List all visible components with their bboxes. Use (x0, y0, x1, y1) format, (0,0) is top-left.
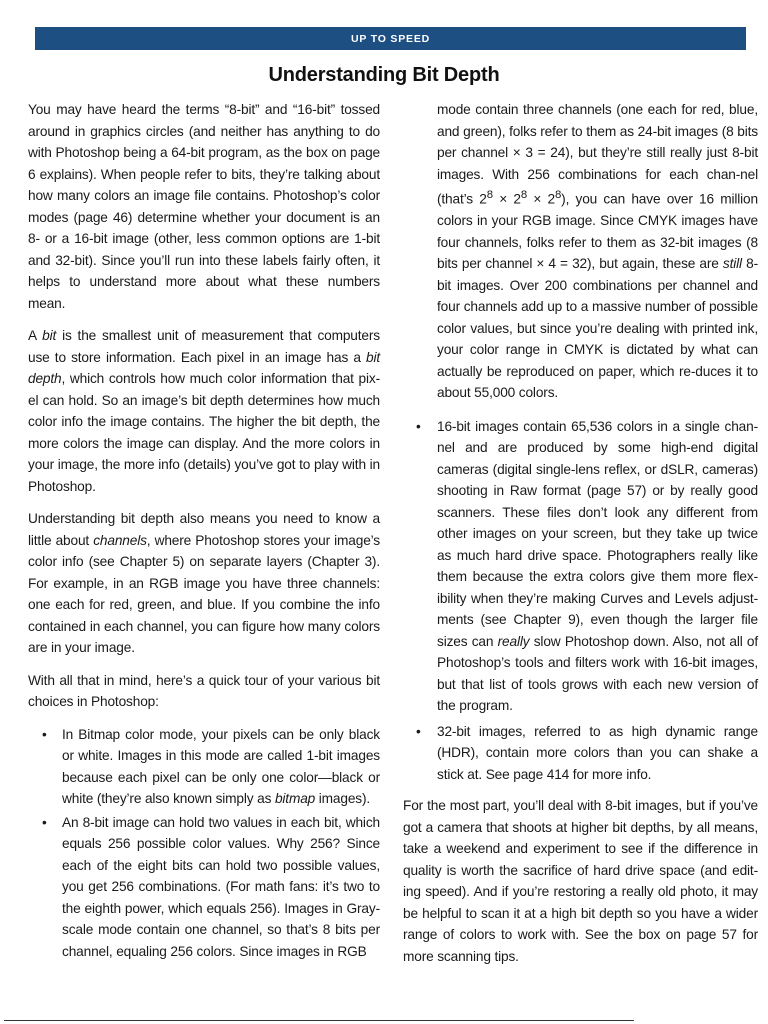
really-term: really (497, 633, 530, 649)
bit-definition-paragraph: A bit is the smallest unit of measurement that computers use to store information. Each pixel in an image has a bit depth, which controls how much color information that pix-el can hold. So an image’s bit depth determines how much color info the image contains. The higher the bit depth, the more colors the image can display. And the more colors in your image, the more info (details) you’ve got to play with in Photoshop. (28, 328, 380, 494)
list-item-32bit: • 32-bit images, referred to as high dynamic range (HDR), contain more colors than you can shake a stick at. See page 414 for more info. (403, 721, 758, 786)
channels-term: channels (93, 532, 147, 548)
section-banner (35, 27, 746, 50)
list-item-1bit: • In Bitmap color mode, your pixels can be only black or white. Images in this mode are called 1-bit images because each pixel can be only one color—black or white (they’re also known simply as bitmap images). (28, 724, 380, 810)
bitmap-term: bitmap (274, 791, 316, 806)
list-item-8bit: • An 8-bit image can hold two values in each bit, which equals 256 possible color values. Why 256? Since each of the eight bits can hold two possible values, you get 256 combinations. (For math fans: it’s two to the eighth power, which equals 256). Images in Gray-scale mode contain one channel, so that’s 8 bits per channel, equaling 256 colors. Since images in RGB (28, 812, 380, 963)
tour-intro-paragraph: With all that in mind, here’s a quick tour of your various bit choices in Photoshop: (28, 672, 380, 709)
bit-depth-term: bit depth (28, 349, 380, 386)
right-column (403, 99, 758, 978)
closing-paragraph: For the most part, you’ll deal with 8-bit images, but if you’ve got a camera that shoots at higher bit depths, by all means, take a weekend and experiment to see if the difference in quality is worth the sacrifice of hard drive space (and edit-ing speed). And if you’re restoring a really old photo, it may be helpful to scan it at a high bit depth so you have a wider range of colors to work with. See the box on page 57 for more scanning tips. (403, 798, 758, 964)
bottom-divider (4, 1020, 634, 1021)
still-term: still (722, 256, 742, 272)
bit-choices-list (28, 724, 380, 963)
bit-choices-list-continued (403, 416, 758, 786)
list-item-16bit: • 16-bit images contain 65,536 colors in a single chan-nel and are produced by some high-end digital cameras (digital single-lens reflex, or dSLR, cameras) shooting in Raw format (page 57) or by really good scanners. These files don’t look any different from other images on your screen, but they take up twice as much hard drive space. Photographers really like them because the extra colors give them more flex-ibility when they’re making Curves and Levels adjust-ments (see Chapter 9), even though the larger file sizes can really slow Photoshop down. Also, not all of Photoshop’s tools and filters work with 16-bit images, but that list of tools grows with each new version of the program. (403, 416, 758, 717)
left-column (28, 99, 380, 973)
page-title: Understanding Bit Depth (268, 64, 500, 86)
intro-paragraph: You may have heard the terms “8-bit” and “16-bit” tossed around in graphics circles (and neither has anything to do with Photoshop being a 64-bit program, as the box on page 6 explains). When people refer to bits, they’re talking about how many colors an image file contains. Photoshop’s color modes (page 46) determine whether your document is an 8- or a 16-bit image (other, less common options are 1-bit and 32-bit). Since you’ll run into these labels fairly often, it helps to understand more about what these numbers mean. (28, 102, 380, 311)
list-item-8bit-continued: mode contain three channels (one each for red, blue, and green), folks refer to them as 24-bit images (8 bits per channel × 3 = 24), but they’re still really just 8-bit images. With 256 combinations for each chan-nel (that’s $2^8 \times 2^8 \times 2^8$), you can have over 16 million colors in your RGB image. Since CMYK images have four channels, folks refer to them as 32-bit images (8 bits per channel × 4 = 32), but again, these are still 8-bit images. Over 200 combinations per channel and four channels add up to a massive number of possible color values, but since you’re dealing with printed ink, your color range in CMYK is dictated by what can actually be reproduced on paper, which re-duces it to about 55,000 colors. (437, 102, 758, 401)
banner-label: UP TO SPEED (350, 32, 431, 45)
channels-paragraph: Understanding bit depth also means you need to know a little about channels, where Photoshop stores your image’s color info (see Chapter 5) on separate layers (Chapter 3). For example, in an RGB image you have three channels: one each for red, green, and blue. If you combine the info contained in each channel, you can figure how many colors are in your image. (28, 511, 380, 655)
bit-term: bit (42, 328, 57, 343)
